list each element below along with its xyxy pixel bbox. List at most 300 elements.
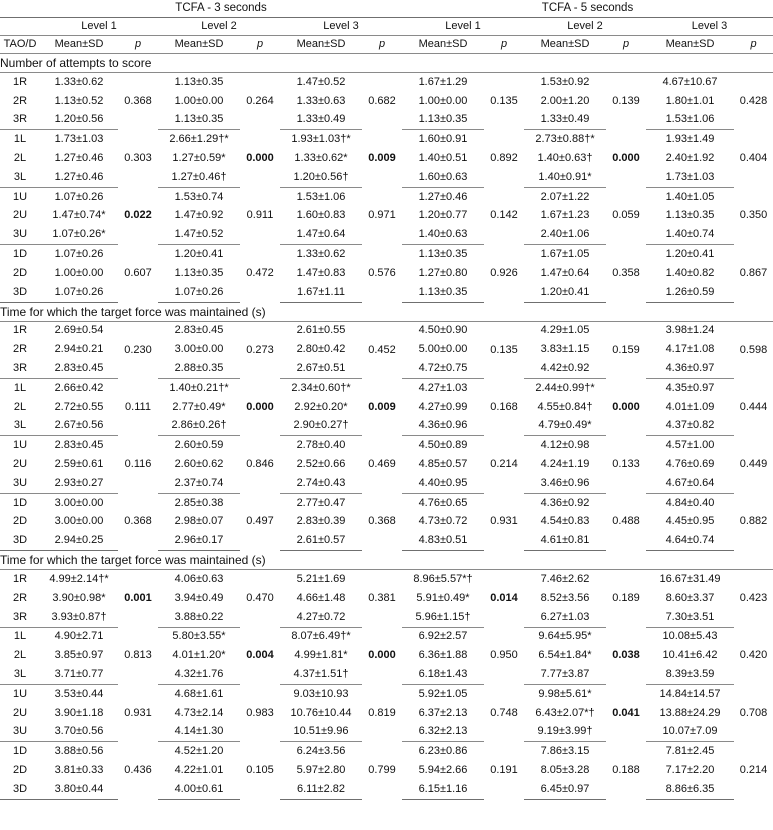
- cell-mean-sd: 16.67±31.49: [659, 573, 721, 586]
- level-header-1b: Level 1: [402, 18, 524, 36]
- cell-mean-sd: 7.46±2.62: [540, 573, 590, 586]
- cell-mean-sd: 4.64±0.74: [646, 531, 734, 550]
- row-label: 1R: [12, 75, 28, 88]
- cell-p-value: 0.472: [246, 266, 274, 279]
- cell-mean-sd: 2.80±0.42: [296, 343, 346, 356]
- column-header-mean-3b: Mean±SD: [646, 36, 734, 54]
- cell-mean-sd: 2.85±0.38: [174, 496, 224, 509]
- cell-p-value: 0.264: [246, 94, 274, 107]
- cell-mean-sd: 3.93±0.87†: [40, 608, 118, 627]
- row-label: 3D: [0, 780, 40, 799]
- cell-mean-sd: 4.61±0.81: [524, 531, 606, 550]
- cell-mean-sd: 1.20±0.56: [40, 111, 118, 130]
- cell-mean-sd: 1.47±0.83: [296, 266, 346, 279]
- cell-mean-sd: 7.17±2.20: [665, 763, 715, 776]
- column-header-p-1a: p: [118, 36, 158, 54]
- cell-mean-sd: 4.83±0.51: [402, 531, 484, 550]
- column-header-mean-1a: Mean±SD: [40, 36, 118, 54]
- table-row: [0, 684, 773, 703]
- cell-mean-sd: 3.90±0.98*: [52, 591, 106, 604]
- cell-mean-sd: 1.47±0.52: [296, 75, 346, 88]
- row-label: 3L: [0, 665, 40, 684]
- cell-mean-sd: 1.13±0.35: [402, 283, 484, 302]
- cell-p-value: 0.168: [490, 400, 518, 413]
- cell-p-value: 0.230: [124, 343, 152, 356]
- cell-mean-sd: 4.99±2.14†*: [49, 573, 109, 586]
- cell-mean-sd: 4.68±1.61: [174, 687, 224, 700]
- column-header-mean-3a: Mean±SD: [280, 36, 362, 54]
- cell-mean-sd: 1.40±1.05: [665, 190, 715, 203]
- cell-mean-sd: 1.13±0.35: [158, 111, 240, 130]
- cell-mean-sd: 4.55±0.84†: [537, 400, 593, 413]
- cell-mean-sd: 3.53±0.44: [54, 687, 104, 700]
- cell-mean-sd: 1.93±1.03†*: [291, 133, 351, 146]
- cell-mean-sd: 1.33±0.49: [524, 111, 606, 130]
- cell-mean-sd: 3.00±0.00: [54, 515, 104, 528]
- cell-p-value: 0.488: [612, 515, 640, 528]
- cell-mean-sd: 2.60±0.62: [174, 458, 224, 471]
- cell-mean-sd: 6.36±1.88: [418, 649, 468, 662]
- row-label: 3U: [0, 225, 40, 244]
- table-row: [0, 627, 773, 646]
- cell-mean-sd: 2.96±0.17: [158, 531, 240, 550]
- cell-mean-sd: 6.18±1.43: [402, 665, 484, 684]
- spacer-cell: [0, 0, 40, 18]
- cell-p-value: 0.135: [490, 343, 518, 356]
- cell-mean-sd: 13.88±24.29: [659, 706, 721, 719]
- cell-mean-sd: 4.99±1.81*: [294, 649, 348, 662]
- cell-mean-sd: 2.88±0.35: [158, 359, 240, 378]
- cell-p-value: 0.135: [490, 94, 518, 107]
- group-header-tcfa-5: TCFA - 5 seconds: [402, 0, 773, 18]
- cell-mean-sd: 3.00±0.00: [54, 496, 104, 509]
- row-label: 3L: [0, 417, 40, 436]
- cell-mean-sd: 1.60±0.91: [418, 133, 468, 146]
- cell-p-value: 0.191: [490, 763, 518, 776]
- cell-mean-sd: 10.07±7.09: [646, 723, 734, 742]
- row-label: 1L: [13, 630, 27, 643]
- cell-p-value: 0.004: [246, 649, 274, 662]
- cell-p-value: 0.911: [246, 209, 274, 222]
- cell-p-value: 0.001: [124, 592, 152, 605]
- cell-mean-sd: 4.17±1.08: [665, 343, 715, 356]
- row-label: 1L: [13, 381, 27, 394]
- cell-mean-sd: 2.67±0.51: [280, 359, 362, 378]
- row-label: 2U: [12, 458, 28, 471]
- row-label: 2L: [13, 649, 27, 662]
- cell-p-value: 0.748: [490, 706, 518, 719]
- table-row: [0, 436, 773, 455]
- cell-mean-sd: 3.98±1.24: [665, 324, 715, 337]
- cell-mean-sd: 3.46±0.96: [524, 474, 606, 493]
- cell-mean-sd: 2.78±0.40: [296, 439, 346, 452]
- cell-p-value: 0.452: [368, 343, 396, 356]
- cell-mean-sd: 1.67±1.11: [280, 283, 362, 302]
- cell-mean-sd: 1.13±0.35: [174, 266, 224, 279]
- cell-mean-sd: 6.11±2.82: [280, 780, 362, 799]
- row-label: 2U: [12, 706, 28, 719]
- spacer-cell: [0, 18, 40, 36]
- cell-mean-sd: 1.20±0.41: [665, 248, 715, 261]
- cell-p-value: 0.133: [612, 458, 640, 471]
- cell-mean-sd: 3.71±0.77: [40, 665, 118, 684]
- cell-mean-sd: 3.81±0.33: [54, 763, 104, 776]
- cell-p-value: 0.799: [368, 763, 396, 776]
- cell-mean-sd: 2.72±0.55: [54, 400, 104, 413]
- cell-mean-sd: 4.40±0.95: [402, 474, 484, 493]
- cell-p-value: 0.022: [124, 209, 152, 222]
- cell-p-value: 0.139: [612, 94, 640, 107]
- cell-mean-sd: 1.07±0.26: [158, 283, 240, 302]
- cell-mean-sd: 1.33±0.62: [296, 248, 346, 261]
- header-row-super: [0, 0, 773, 18]
- table-row: [0, 130, 773, 149]
- column-header-taod: TAO/D: [0, 36, 40, 54]
- cell-mean-sd: 5.91±0.49*: [416, 591, 470, 604]
- cell-mean-sd: 1.67±1.23: [540, 209, 590, 222]
- cell-mean-sd: 6.15±1.16: [402, 780, 484, 799]
- cell-mean-sd: 9.64±5.95*: [538, 630, 592, 643]
- row-label: 2D: [12, 266, 28, 279]
- row-label: 2D: [12, 515, 28, 528]
- cell-p-value: 0.188: [612, 763, 640, 776]
- cell-mean-sd: 2.34±0.60†*: [291, 381, 351, 394]
- section-title: Time for which the target force was maintained (s): [0, 551, 773, 570]
- cell-mean-sd: 6.54±1.84*: [538, 649, 592, 662]
- cell-p-value: 0.214: [739, 763, 768, 776]
- row-label: 2L: [13, 152, 27, 165]
- row-label: 3R: [0, 359, 40, 378]
- cell-p-value: 0.926: [490, 266, 518, 279]
- cell-mean-sd: 2.98±0.07: [174, 515, 224, 528]
- row-label: 1U: [12, 190, 28, 203]
- table-row: [0, 245, 773, 264]
- cell-p-value: 0.882: [739, 515, 768, 528]
- cell-p-value: 0.470: [246, 592, 274, 605]
- row-label: 2R: [12, 343, 28, 356]
- cell-mean-sd: 4.01±1.20*: [172, 649, 226, 662]
- cell-mean-sd: 1.53±1.06: [646, 111, 734, 130]
- row-label: 1D: [12, 745, 28, 758]
- cell-mean-sd: 9.19±3.99†: [524, 723, 606, 742]
- cell-mean-sd: 1.40±0.74: [646, 225, 734, 244]
- cell-mean-sd: 5.94±2.66: [418, 763, 468, 776]
- row-label: 2U: [12, 209, 28, 222]
- row-label: 3U: [0, 474, 40, 493]
- cell-mean-sd: 1.47±0.64: [540, 266, 590, 279]
- cell-mean-sd: 2.52±0.66: [296, 458, 346, 471]
- cell-mean-sd: 7.81±2.45: [665, 745, 715, 758]
- table-row: [0, 73, 773, 92]
- row-label: 1U: [12, 439, 28, 452]
- cell-mean-sd: 2.83±0.45: [54, 439, 104, 452]
- cell-p-value: 0.303: [124, 152, 152, 165]
- cell-mean-sd: 4.24±1.19: [540, 458, 590, 471]
- cell-mean-sd: 1.67±1.29: [418, 75, 468, 88]
- group-header-tcfa-3: TCFA - 3 seconds: [40, 0, 402, 18]
- cell-mean-sd: 1.73±1.03: [54, 133, 104, 146]
- cell-mean-sd: 4.76±0.65: [418, 496, 468, 509]
- table-row: [0, 378, 773, 397]
- cell-mean-sd: 4.00±0.61: [158, 780, 240, 799]
- cell-mean-sd: 1.13±0.35: [418, 248, 468, 261]
- cell-p-value: 0.846: [246, 458, 274, 471]
- cell-mean-sd: 1.20±0.56†: [280, 168, 362, 187]
- cell-mean-sd: 4.84±0.40: [665, 496, 715, 509]
- cell-p-value: 0.368: [368, 515, 396, 528]
- cell-mean-sd: 4.06±0.63: [174, 573, 224, 586]
- cell-mean-sd: 8.86±6.35: [646, 780, 734, 799]
- section-title-row: [0, 54, 773, 73]
- cell-mean-sd: 2.00±1.20: [540, 94, 590, 107]
- row-label: 2L: [13, 400, 27, 413]
- cell-mean-sd: 14.84±14.57: [659, 687, 721, 700]
- cell-p-value: 0.000: [246, 400, 274, 413]
- row-label: 1D: [12, 248, 28, 261]
- cell-p-value: 0.682: [368, 94, 396, 107]
- cell-mean-sd: 1.60±0.83: [296, 209, 346, 222]
- cell-mean-sd: 1.26±0.59: [646, 283, 734, 302]
- cell-p-value: 0.420: [739, 649, 768, 662]
- row-label: 3R: [0, 608, 40, 627]
- cell-mean-sd: 4.50±0.90: [418, 324, 468, 337]
- level-header-2a: Level 2: [158, 18, 280, 36]
- cell-mean-sd: 2.73±0.88†*: [535, 133, 595, 146]
- cell-p-value: 0.059: [612, 209, 640, 222]
- cell-p-value: 0.368: [124, 94, 152, 107]
- cell-mean-sd: 8.52±3.56: [540, 591, 590, 604]
- cell-p-value: 0.892: [490, 152, 518, 165]
- cell-mean-sd: 9.98±5.61*: [538, 687, 592, 700]
- cell-mean-sd: 5.21±1.69: [296, 573, 346, 586]
- cell-p-value: 0.368: [124, 515, 152, 528]
- cell-mean-sd: 3.85±0.97: [54, 649, 104, 662]
- table-row: [0, 570, 773, 589]
- cell-p-value: 0.404: [739, 152, 768, 165]
- cell-mean-sd: 1.40±0.63†: [537, 152, 593, 165]
- cell-mean-sd: 1.20±0.41: [524, 283, 606, 302]
- cell-mean-sd: 2.40±1.92: [665, 152, 715, 165]
- cell-mean-sd: 8.39±3.59: [646, 665, 734, 684]
- cell-p-value: 0.009: [368, 152, 396, 165]
- cell-mean-sd: 3.88±0.22: [158, 608, 240, 627]
- cell-mean-sd: 1.33±0.49: [280, 111, 362, 130]
- cell-mean-sd: 5.92±1.05: [418, 687, 468, 700]
- cell-p-value: 0.819: [368, 706, 396, 719]
- cell-mean-sd: 3.90±1.18: [54, 706, 104, 719]
- cell-p-value: 0.000: [246, 152, 274, 165]
- cell-p-value: 0.813: [124, 649, 152, 662]
- cell-mean-sd: 4.76±0.69: [665, 458, 715, 471]
- cell-mean-sd: 2.83±0.45: [174, 324, 224, 337]
- cell-p-value: 0.423: [739, 592, 768, 605]
- cell-mean-sd: 4.37±1.51†: [280, 665, 362, 684]
- cell-mean-sd: 1.07±0.26: [54, 248, 104, 261]
- cell-p-value: 0.111: [125, 400, 151, 413]
- cell-mean-sd: 6.27±1.03: [524, 608, 606, 627]
- header-row-levels: [0, 18, 773, 36]
- cell-mean-sd: 1.00±0.00: [174, 94, 224, 107]
- level-header-3b: Level 3: [646, 18, 773, 36]
- cell-mean-sd: 4.66±1.48: [296, 591, 346, 604]
- cell-mean-sd: 1.33±0.63: [296, 94, 346, 107]
- column-header-mean-1b: Mean±SD: [402, 36, 484, 54]
- cell-mean-sd: 2.37±0.74: [158, 474, 240, 493]
- cell-mean-sd: 2.93±0.27: [40, 474, 118, 493]
- column-header-p-3a: p: [362, 36, 402, 54]
- cell-p-value: 0.428: [739, 94, 768, 107]
- cell-p-value: 0.142: [490, 209, 518, 222]
- table-row: [0, 187, 773, 206]
- cell-p-value: 0.444: [739, 400, 768, 413]
- cell-mean-sd: 2.90±0.27†: [280, 417, 362, 436]
- cell-mean-sd: 4.29±1.05: [540, 324, 590, 337]
- cell-mean-sd: 2.83±0.45: [40, 359, 118, 378]
- cell-mean-sd: 1.67±1.05: [540, 248, 590, 261]
- cell-mean-sd: 2.67±0.56: [40, 417, 118, 436]
- cell-mean-sd: 2.74±0.43: [280, 474, 362, 493]
- row-label: 1U: [12, 687, 28, 700]
- cell-p-value: 0.105: [246, 763, 274, 776]
- header-row-columns: [0, 36, 773, 54]
- cell-mean-sd: 1.20±0.41: [174, 248, 224, 261]
- cell-mean-sd: 4.57±1.00: [665, 439, 715, 452]
- table-row: [0, 742, 773, 761]
- cell-p-value: 0.014: [490, 592, 518, 605]
- row-label: 3U: [0, 723, 40, 742]
- cell-mean-sd: 7.86±3.15: [540, 745, 590, 758]
- level-header-3a: Level 3: [280, 18, 402, 36]
- cell-mean-sd: 4.54±0.83: [540, 515, 590, 528]
- cell-mean-sd: 4.01±1.09: [665, 400, 715, 413]
- cell-mean-sd: 1.27±0.46†: [158, 168, 240, 187]
- cell-mean-sd: 1.53±0.74: [174, 190, 224, 203]
- cell-mean-sd: 2.77±0.47: [296, 496, 346, 509]
- cell-mean-sd: 1.07±0.26*: [40, 225, 118, 244]
- cell-mean-sd: 6.32±2.13: [402, 723, 484, 742]
- cell-p-value: 0.867: [739, 266, 768, 279]
- cell-mean-sd: 2.44±0.99†*: [535, 381, 595, 394]
- cell-p-value: 0.950: [490, 649, 518, 662]
- cell-mean-sd: 5.97±2.80: [296, 763, 346, 776]
- cell-p-value: 0.983: [246, 706, 274, 719]
- section-title: Time for which the target force was maintained (s): [0, 302, 773, 321]
- row-label: 3R: [0, 111, 40, 130]
- row-label: 3D: [0, 531, 40, 550]
- table-row: [0, 321, 773, 340]
- cell-mean-sd: 1.27±0.46: [40, 168, 118, 187]
- row-label: 1L: [13, 133, 27, 146]
- cell-p-value: 0.469: [368, 458, 396, 471]
- cell-mean-sd: 4.42±0.92: [524, 359, 606, 378]
- cell-mean-sd: 1.33±0.62: [54, 75, 104, 88]
- column-header-p-2b: p: [606, 36, 646, 54]
- cell-p-value: 0.000: [368, 649, 396, 662]
- cell-p-value: 0.116: [124, 458, 152, 471]
- cell-mean-sd: 3.94±0.49: [174, 591, 224, 604]
- cell-mean-sd: 7.77±3.87: [524, 665, 606, 684]
- cell-mean-sd: 4.14±1.30: [158, 723, 240, 742]
- cell-mean-sd: 2.86±0.26†: [158, 417, 240, 436]
- cell-mean-sd: 1.60±0.63: [402, 168, 484, 187]
- cell-mean-sd: 1.20±0.77: [418, 209, 468, 222]
- level-header-1a: Level 1: [40, 18, 158, 36]
- cell-mean-sd: 6.37±2.13: [418, 706, 468, 719]
- cell-mean-sd: 1.47±0.52: [158, 225, 240, 244]
- cell-mean-sd: 1.47±0.92: [174, 209, 224, 222]
- cell-mean-sd: 3.80±0.44: [40, 780, 118, 799]
- cell-mean-sd: 1.13±0.35: [402, 111, 484, 130]
- cell-p-value: 0.708: [739, 706, 768, 719]
- cell-mean-sd: 1.00±0.00: [54, 266, 104, 279]
- cell-mean-sd: 4.27±1.03: [418, 381, 468, 394]
- cell-mean-sd: 6.23±0.86: [418, 745, 468, 758]
- cell-mean-sd: 1.40±0.82: [665, 266, 715, 279]
- cell-mean-sd: 4.37±0.82: [646, 417, 734, 436]
- cell-mean-sd: 2.60±0.59: [174, 439, 224, 452]
- cell-p-value: 0.189: [612, 592, 640, 605]
- column-header-mean-2a: Mean±SD: [158, 36, 240, 54]
- cell-mean-sd: 2.61±0.55: [296, 324, 346, 337]
- cell-p-value: 0.449: [739, 458, 768, 471]
- cell-mean-sd: 4.73±2.14: [174, 706, 224, 719]
- cell-p-value: 0.041: [612, 706, 640, 719]
- cell-p-value: 0.381: [368, 592, 396, 605]
- cell-mean-sd: 3.83±1.15: [540, 343, 590, 356]
- cell-mean-sd: 1.73±1.03: [646, 168, 734, 187]
- section-title-row: [0, 302, 773, 321]
- cell-mean-sd: 4.72±0.75: [402, 359, 484, 378]
- cell-mean-sd: 4.67±10.67: [662, 75, 718, 88]
- cell-mean-sd: 4.27±0.72: [280, 608, 362, 627]
- cell-mean-sd: 10.41±6.42: [662, 649, 718, 662]
- cell-mean-sd: 4.73±0.72: [418, 515, 468, 528]
- cell-mean-sd: 7.30±3.51: [646, 608, 734, 627]
- cell-mean-sd: 4.67±0.64: [646, 474, 734, 493]
- cell-mean-sd: 4.50±0.89: [418, 439, 468, 452]
- cell-p-value: 0.000: [612, 400, 640, 413]
- cell-mean-sd: 1.53±0.92: [540, 75, 590, 88]
- cell-p-value: 0.009: [368, 400, 396, 413]
- cell-mean-sd: 4.52±1.20: [174, 745, 224, 758]
- column-header-p-3b: p: [734, 36, 773, 54]
- cell-mean-sd: 1.47±0.74*: [52, 209, 106, 222]
- cell-mean-sd: 1.07±0.26: [40, 283, 118, 302]
- cell-mean-sd: 2.69±0.54: [54, 324, 104, 337]
- cell-p-value: 0.576: [368, 266, 396, 279]
- cell-mean-sd: 2.66±0.42: [54, 381, 104, 394]
- cell-mean-sd: 1.07±0.26: [54, 190, 104, 203]
- cell-p-value: 0.971: [368, 209, 396, 222]
- cell-mean-sd: 2.92±0.20*: [294, 400, 348, 413]
- cell-mean-sd: 10.76±10.44: [290, 706, 352, 719]
- cell-mean-sd: 6.45±0.97: [524, 780, 606, 799]
- cell-mean-sd: 5.00±0.00: [418, 343, 468, 356]
- row-label: 1D: [12, 496, 28, 509]
- cell-p-value: 0.497: [246, 515, 274, 528]
- cell-mean-sd: 4.36±0.96: [402, 417, 484, 436]
- cell-mean-sd: 4.90±2.71: [54, 630, 104, 643]
- cell-p-value: 0.214: [490, 458, 518, 471]
- cell-mean-sd: 3.00±0.00: [174, 343, 224, 356]
- column-header-p-2a: p: [240, 36, 280, 54]
- cell-mean-sd: 1.33±0.62*: [294, 152, 348, 165]
- cell-mean-sd: 5.80±3.55*: [172, 630, 226, 643]
- cell-mean-sd: 10.51±9.96: [280, 723, 362, 742]
- cell-mean-sd: 4.32±1.76: [158, 665, 240, 684]
- cell-mean-sd: 1.27±0.46: [54, 152, 104, 165]
- cell-mean-sd: 4.85±0.57: [418, 458, 468, 471]
